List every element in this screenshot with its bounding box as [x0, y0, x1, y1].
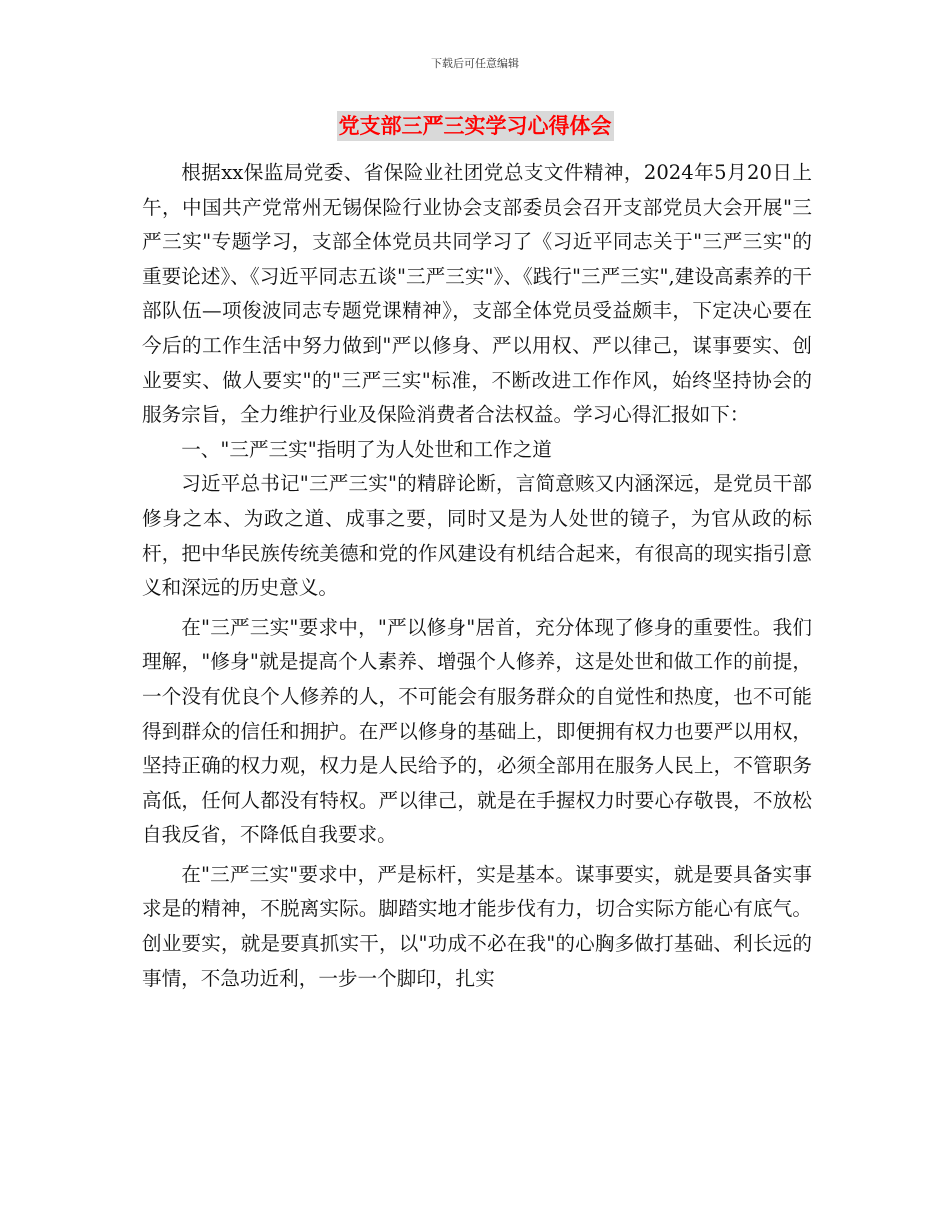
paragraph-2: 习近平总书记"三严三实"的精辟论断，言简意赅又内涵深远，是党员干部修身之本、为政之道、成事之要，同时又是为人处世的镜子，为官从政的标杆，把中华民族传统美德和党的作风建设有机结合起来，有很高的现实指引意义和深远的历史意义。	[142, 472, 812, 600]
paragraph-intro: 根据xx保监局党委、省保险业社团党总支文件精神，2024年5月20日上午，中国共产党常州无锡保险行业协会支部委员会召开支部党员大会开展"三严三实"专题学习，支部全体党员共同学习了《习近平同志关于"三严三实"的重要论述》、《习近平同志五谈"三严三实"》、《践行"三严三实",建设高素养的干部队伍—项俊波同志专题党课精神》，支部全体党员受益颇丰，下定决心要在今后的工作生活中努力做到"严以修身、严以用权、严以律己，谋事要实、创业要实、做人要实"的"三严三实"标准，不断改进工作作风，始终坚持协会的服务宗旨，全力维护行业及保险消费者合法权益。学习心得汇报如下：	[142, 161, 812, 427]
document-body	[142, 156, 812, 996]
page-header-note: 下载后可任意编辑	[431, 57, 519, 70]
section-heading-1: 一、"三严三实"指明了为人处世和工作之道	[181, 437, 552, 461]
title-container	[0, 111, 950, 141]
paragraph-3: 在"三严三实"要求中，"严以修身"居首，充分体现了修身的重要性。我们理解，"修身"就是提高个人素养、增强个人修养，这是处世和做工作的前提，一个没有优良个人修养的人，不可能会有服务群众的自觉性和热度，也不可能得到群众的信任和拥护。在严以修身的基础上，即便拥有权力也要严以用权，坚持正确的权力观，权力是人民给予的，必须全部用在服务人民上，不管职务高低，任何人都没有特权。严以律己，就是在手握权力时要心存敬畏，不放松自我反省，不降低自我要求。	[142, 615, 812, 847]
paragraph-4: 在"三严三实"要求中，严是标杆，实是基本。谋事要实，就是要具备实事求是的精神，不脱离实际。脚踏实地才能步伐有力，切合实际方能心有底气。创业要实，就是要真抓实干，以"功成不必在我"的心胸多做打基础、利长远的事情，不急功近利，一步一个脚印，扎实	[142, 862, 812, 990]
document-title: 党支部三严三实学习心得体会	[337, 111, 614, 141]
